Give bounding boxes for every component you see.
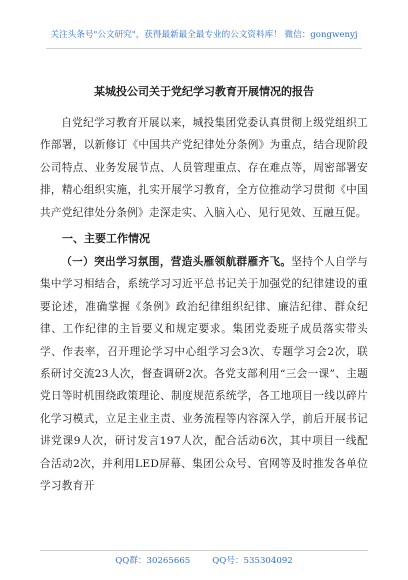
- intro-paragraph: 自党纪学习教育开展以来，城投集团党委认真贯彻上级党组织工作部署，以新修订《中国共产党纪律处分条例》为重点，结合现阶段公司特点、业务发展节点、人员管理重点、存在难点等，周密部署安排，精心组织实施，扎实开展学习教育，全方位推动学习贯彻《中国共产党纪律处分条例》走深走实、入脑入心、见行见效、互融互促。: [40, 117, 368, 219]
- footer-banner: [40, 550, 368, 571]
- footer-qq-group: QQ群：30265665: [115, 556, 191, 566]
- section-heading: 一、主要工作情况: [62, 232, 150, 245]
- subsection-lead: （一）突出学习氛围，营造头雁领航群雁齐飞。: [61, 256, 292, 268]
- subsection-text: 坚持个人自学与集中学习相结合，系统学习习近平总书记关于加强党的纪律建设的重要论述，准确掌握《条例》政治纪律组织纪律、廉洁纪律、群众纪律、工作纪律的主旨要义和规定要求。集团党委班子成员落实带头学、作表率，召开理论学习中心组学习会3次、专题学习会2次，联系研讨交流23人次，督查调研2次。各党支部利用“三会一课”、主题党日等时机围绕政策理论、制度规范系统学，各工地项目一线以碎片化学习模式，立足主业主责、业务流程等内容深入学，前后开展书记讲党课9人次，研讨发言197人次，配合活动6次，其中项目一线配合活动2次，并利用LED屏幕、集团公众号、官网等及时推发各单位学习教育开: [40, 256, 368, 493]
- subsection-paragraph: [40, 251, 368, 497]
- footer-qq-number: QQ号：535304092: [212, 556, 293, 566]
- header-banner: 关注头条号"公文研究"，获得最新最全最专业的公文资料库！ 微信：gongwenyj: [46, 22, 362, 49]
- document-title: 某城投公司关于党纪学习教育开展情况的报告: [94, 85, 314, 98]
